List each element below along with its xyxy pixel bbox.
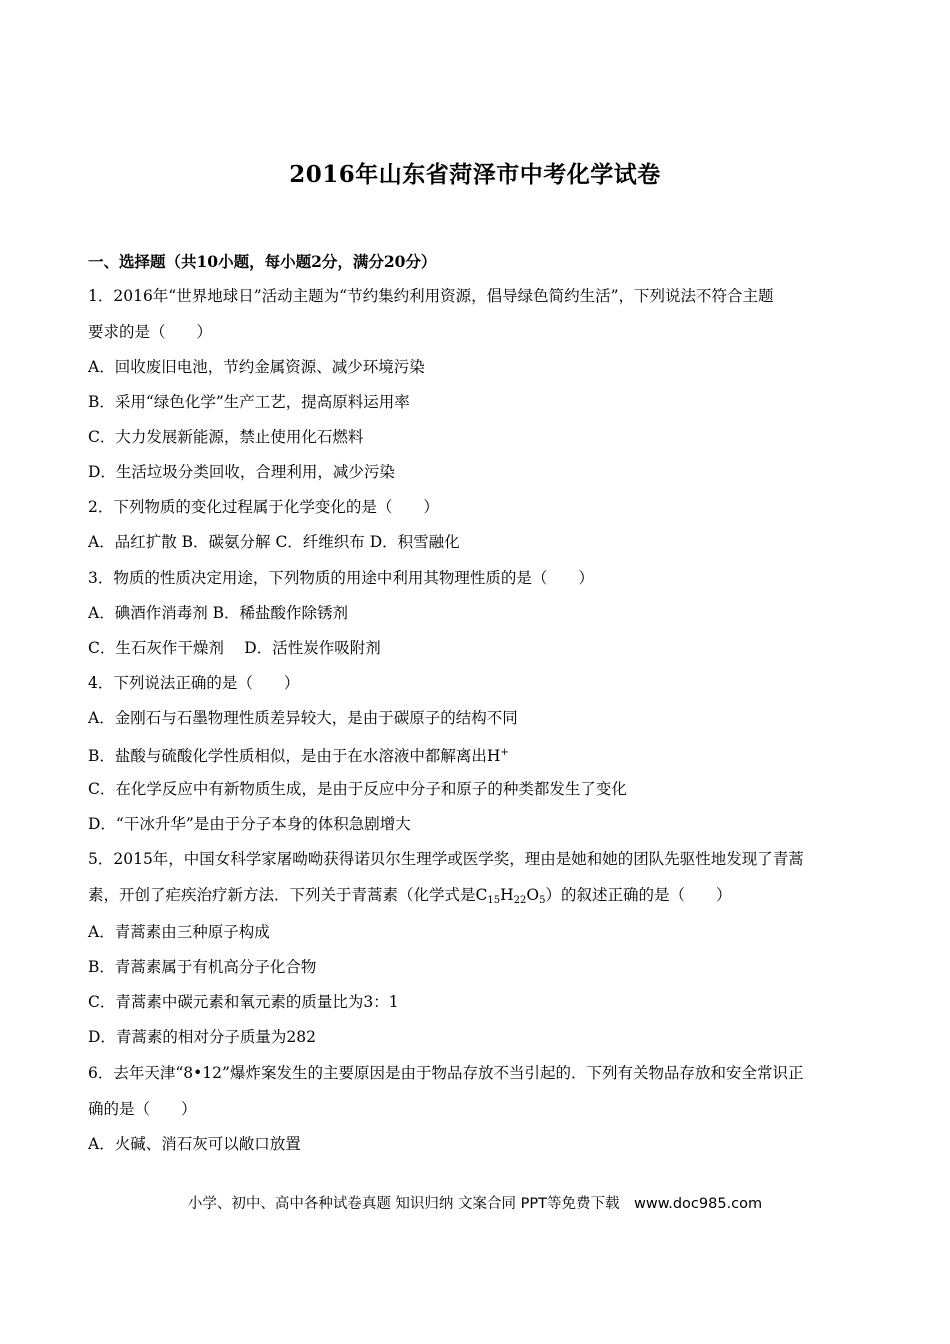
question-4-option-b (88, 743, 509, 766)
formula-c-subscript: 15 (487, 895, 501, 906)
question-4-option-a: A．金刚石与石墨物理性质差异较大，是由于碳原子的结构不同 (88, 709, 518, 727)
question-5-option-d: D．青蒿素的相对分子质量为282 (88, 1028, 317, 1046)
question-4-option-d: D．“干冰升华”是由于分子本身的体积急剧增大 (88, 815, 411, 833)
question-2-options: A．品红扩散 B．碳氨分解 C．纤维织布 D．积雪融化 (88, 533, 460, 551)
question-5-option-b: B．青蒿素属于有机高分子化合物 (88, 958, 317, 976)
question-5-line-2-tail: ）的叙述正确的是（ ） (545, 886, 732, 904)
question-1-option-d: D．生活垃圾分类回收，合理利用，减少污染 (88, 463, 395, 481)
question-4-stem: 4．下列说法正确的是（ ） (88, 674, 300, 692)
question-1-option-a: A．回收废旧电池，节约金属资源、减少环境污染 (88, 358, 425, 376)
question-2-stem: 2．下列物质的变化过程属于化学变化的是（ ） (88, 498, 439, 516)
formula-o: O (526, 886, 540, 904)
question-3-options-ab: A．碘酒作消毒剂 B．稀盐酸作除锈剂 (88, 604, 349, 622)
question-5-line-1: 5．2015年，中国女科学家屠呦呦获得诺贝尔生理学或医学奖，理由是她和她的团队先驱性地发现了青蒿 (88, 850, 804, 868)
question-6-option-a: A．火碱、消石灰可以敞口放置 (88, 1135, 301, 1153)
question-1-option-b: B．采用“绿色化学”生产工艺，提高原料运用率 (88, 393, 410, 411)
question-5-line-2-text: 素，开创了疟疾治疗新方法．下列关于青蒿素（化学式是C (88, 886, 488, 904)
question-6-line-1: 6．去年天津“8•12”爆炸案发生的主要原因是由于物品存放不当引起的．下列有关物品存放和安全常识正 (88, 1064, 804, 1082)
question-1-line-1: 1．2016年“世界地球日”活动主题为“节约集约利用资源，倡导绿色简约生活”，下列说法不符合主题 (88, 287, 774, 305)
question-1-option-c: C．大力发展新能源，禁止使用化石燃料 (88, 428, 364, 446)
question-1-line-2: 要求的是（ ） (88, 323, 213, 341)
page-footer: 小学、初中、高中各种试卷真题 知识归纳 文案合同 PPT等免费下载 www.doc985.com (187, 1196, 763, 1212)
page-title: 2016年山东省菏泽市中考化学试卷 (289, 161, 661, 188)
formula-h: H (500, 886, 514, 904)
question-5-option-c: C．青蒿素中碳元素和氧元素的质量比为3：1 (88, 993, 399, 1011)
question-5-line-2 (88, 885, 731, 911)
question-5-option-a: A．青蒿素由三种原子构成 (88, 923, 270, 941)
formula-o-subscript: 5 (539, 895, 546, 906)
question-4-option-c: C．在化学反应中有新物质生成，是由于反应中分子和原子的种类都发生了变化 (88, 780, 627, 798)
question-6-line-2: 确的是（ ） (88, 1100, 197, 1118)
question-4-option-b-text: B．盐酸与硫酸化学性质相似，是由于在水溶液中都解离出H (88, 747, 501, 765)
section-heading: 一、选择题（共10小题，每小题2分，满分20分） (88, 252, 437, 271)
question-3-stem: 3．物质的性质决定用途，下列物质的用途中利用其物理性质的是（ ） (88, 569, 594, 587)
question-3-options-cd: C．生石灰作干燥剂 D．活性炭作吸附剂 (88, 639, 381, 657)
formula-h-subscript: 22 (513, 895, 527, 906)
h-plus-superscript: + (500, 747, 509, 758)
